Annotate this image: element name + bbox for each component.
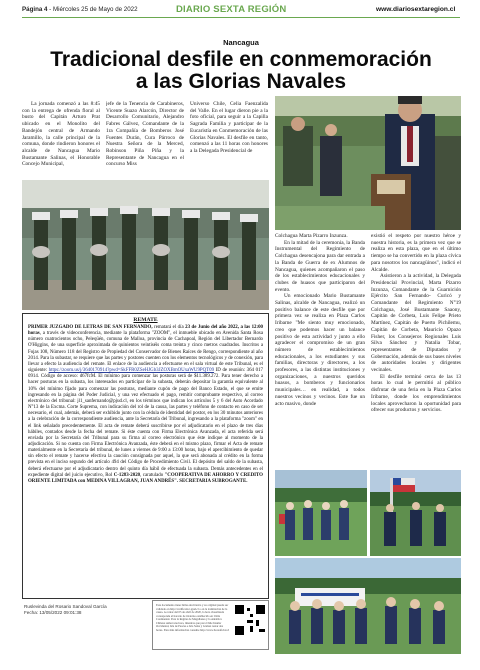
headline-line-2: a las Glorias Navales — [135, 70, 347, 93]
zoom-link[interactable]: https://zoom.us/j/3640170914?pwd=SkFFR0ZSeHJGb3JZOXBmOUxaWU9PQT09 — [48, 368, 215, 374]
fine-print: Este documento tiene firma electrónica y su original puede ser validado en http://verificadoc.pjud.cl o en la tramitación de la causa. A contar del 05 de abril de 2020, la hora visualizada corresponde al horario de invierno establecido en Chile Continental. Para la Región de Magallanes y la Antártica Chilena sumar una hora, mientras que para Chile Insular Occidental, Isla de Pascua e Isla Salas y Gómez restar dos horas. Para más información consulte http://www.horaoficial.cl — [156, 604, 230, 632]
issue-date: Miércoles 25 de Mayo de 2022 — [52, 6, 138, 13]
legal-text: , a través de videoconferencia, mediante la plataforma "ZOOM", el inmueble ubicado en Avenida Santa Rosa número cuatrocientos ocho, Peleqüén, comuna de Malloa, provincia de Cachapoal, Región del Libertador Bernardo O'Higgins, de una superficie aproximada de quinientos veintiséis coma treinta y cinco metros cuadrados. Inscritos a Fojas 108, Número 118 del Registro de Propiedad del Conservador de Bienes Raíces de Rengo, correspondiente al año 2014. Para la subastar, se requiere que las partes y postores cuenten con los elementos tecnológicos y de conexión, para llevar a efecto la audiencia del remate. El enlace de la audiencia a efectuarse en el sala virtual de este Tribunal, es el siguiente: — [28, 331, 263, 374]
article-column-4 — [275, 233, 365, 465]
legal-text: ID de reunión: 364 017 0914. Código de acceso: d67fcM. El mínimo para comenzar las posturas será de $11.389.272. Para tener derecho a hacer posturas en la subasta, los interesados en participar de la subasta, deberán depositar la garantía equivalente al 10% del mínimo fijado para comenzar las posturas, mediante cupón de pago del Banco Estado, el que se emite ingresando en la página del Poder Judicial, y una vez efectuado el pago, remitir comprobante respectivo, al correo electrónico del tribunal: jl1_sanfernando@pjud.cl, en los términos que indican los artículos 5 y 6 del Auto Acordado N°13 de la Excma. Corte Suprema, con indicación del rol de la causa, las partes y teléfono de contacto en caso de ser necesario, el cual, además, deberá ser exhibido junto con la cédula de identidad del postor, en los 30 minutos anteriores a la celebración de la correspondiente audiencia, ante la Secretaría del Tribunal, ingresando a la plataforma "zoom" en el link señalado precedentemente. El acta de remate deberá suscribirse por el adjudicatario en el plazo de tres días hábiles, contados desde la fecha del remate. Si éste cuenta con Firma Electrónica Avanzada, el acta referida será enviada por la Secretaría del Tribunal para su firma al correo electrónico que éste indique al momento de la adjudicación. Si no cuenta con Firma Electrónica Avanzada, éste deberá en el mismo plazo, firmar el Acta de remate materialmente en la Secretaría del tribunal, de lunes a viernes de 9:00 a 13:00 horas, bajo el apercibimiento de quedar sin efecto el remate y hacerse efectiva la caución consignada por aquel, la que será abonada al crédito en la forma prevista en el inciso segundo del artículo 494 del Código de Procedimiento Civil. El depósito del saldo de la subasta, deberá efectuarse por el adjudicatario dentro del quinto día hábil de efectuada la subasta. Demás antecedentes en el expediente digital del juicio ejecutivo, Rol — [28, 368, 263, 478]
article-column-1 — [22, 101, 100, 178]
article-column-5 — [371, 233, 461, 465]
headline-line-1: Tradicional desfile en conmemoración — [50, 48, 432, 71]
page-number: Página 4 — [22, 6, 48, 13]
auction-date: 23 de Junio del año 2022, a las 12:00 horas — [28, 325, 263, 337]
header-rule — [22, 17, 460, 18]
photo-students-parade — [275, 470, 367, 556]
article-paragraph: En la mitad de la ceremonia, la Banda Instrumental del Regimiento de Colchagua desencajona para dar entrada a la Banda de Guerra de ex Alumnos de Nancagua, quienes acompañaron el paso de los establecimientos educacionales y clubes de huasos que participaron del evento. — [275, 239, 365, 293]
photo-marching-band — [22, 180, 269, 310]
article-kicker: Nancagua — [223, 38, 259, 47]
case-rol: C-1283-2020 — [113, 472, 141, 478]
article-paragraph: Un emocionado Mario Bustamante Salinas, alcalde de Nancagua, realizó un positivo balance de este desfile que por primera vez se realiza en Plaza Carlos Iribarne "Me siento muy emocionado, creo que podemos hacer un balance positivo de esta actividad y junto a ello agradecer el compromiso de un gran número de establecimientos educacionales, a los estudiantes y sus familias, directoras y directores, a los profesores, a las distintas instituciones y organizaciones, a nuestros queridos huasos, a bomberos y funcionarios municipales… en realidad, a todos nuestros vecinos y vecinos. Este fue un acto masivo, donde — [275, 293, 365, 407]
article-paragraph: Colchagua Marta Pizarro Inzunza. — [275, 233, 348, 239]
legal-text: rematará el día — [152, 325, 186, 330]
photo-school-delegation — [275, 558, 461, 654]
signature-block — [24, 604, 144, 615]
case-title: "COOPERATIVA DE AHORRO Y CREDITO ORIENTE LIMITADA con MEDINA VILLAGRAN, JUAN ANDRÉS". SECRETARIA SUBROGANTE. — [28, 472, 263, 484]
legal-notice-body — [28, 325, 263, 485]
article-paragraph: Asistieron a la actividad, la Delegada Presidencial Provincial, Marta Pizarro Inzunza, Comandante de la Guarnición Ejército San Fernando- Curicó y Comandante del Regimiento N°19 Colchagua, José Bustamante Saaony, Capitán de Corbeta, Luis Felipe Prieto Martínez, Capitán de Puerto Pichilemu, Capitán de Corbeta, Mauricio Opazo Fisher, los Consejeros Regionales Luis Silva Sánchez y Natalia Tobar, representantes de Diputados y Gobernación, además de sus bases niveles de autoridades locales y dirigentes vecinales. — [371, 273, 461, 374]
article-column-3 — [190, 101, 268, 178]
legal-notice-box — [22, 313, 269, 599]
court-name: PRIMER JUZGADO DE LETRAS DE SAN FERNANDO, — [28, 325, 153, 330]
article-headline — [22, 49, 460, 93]
article-column-2 — [106, 101, 184, 178]
photo-ceremony-speech — [275, 96, 461, 230]
signature-date: Fecha: 13/05/2022 09:01:38 — [24, 609, 82, 615]
page-date-line: Página 4 - Miércoles 25 de Mayo de 2022 — [22, 6, 138, 13]
article-paragraph: existió el respeto por nuestro héroe y nuestra historia, es la primera vez que se realiza en esta plaza, que en el último tiempo se ha convertido en la plaza cívica para nosotros los nancagüinos", indicó el Alcalde. — [371, 233, 461, 273]
article-paragraph: El desfile terminó cerca de las 13 horas lo cual le permitió al público disfrutar de una feria en la Plaza Carlos Iribarne, donde los emprendimientos locales aprovecharon la oportunidad para ofrecer sus productos y servicios. — [371, 373, 461, 414]
photo-flag-bearers — [370, 470, 461, 556]
legal-notice-title: REMATE — [133, 317, 158, 323]
verification-box — [152, 600, 269, 650]
qr-code-icon — [235, 605, 265, 635]
website-url[interactable]: www.diariosextaregion.cl — [376, 6, 456, 13]
signer-name: Ruslevinda del Rosario Sandoval García — [24, 604, 107, 609]
article-paragraph: jefe de la Tenencia de Carabineros, Vicente Suazo Alarcón, Director de Desarrollo Comunitario, Alejandro Fabres Gálvez, Comandante de la 1ra Compañía de Bomberos José Fuentes Durán, Cura Párroco de Nuestra Señora de la Merced, Robinson Piña Piña y la Representante de Nancagua en el concurso Miss — [106, 101, 184, 168]
masthead: DIARIO SEXTA REGIÓN — [176, 4, 287, 15]
article-paragraph: Universo Chile, Celia Faenzalida del Valle. En el lugar dieron pie a la foto oficial, para seguir a la Capilla Sagrada Familia y participar de la Eucaristía en Conmemoración de las Glorias Navales. El desfile en tanto, comenzó a las 11 horas con honores a la Delegada Presidencial de — [190, 101, 268, 154]
article-paragraph: La jornada comenzó a las 8:45 con la entrega de ofrenda floral al busto del Capitán Arturo Prat ubicado en el Monolito del Bandejón central de Armando Jaramillo, la calle principal de la comuna, donde rindieron honores el alcalde de Nancagua Mario Bustamante Salinas, el Honorable Concejo Municipal, — [22, 101, 100, 168]
legal-text: , caratulado — [140, 472, 165, 478]
